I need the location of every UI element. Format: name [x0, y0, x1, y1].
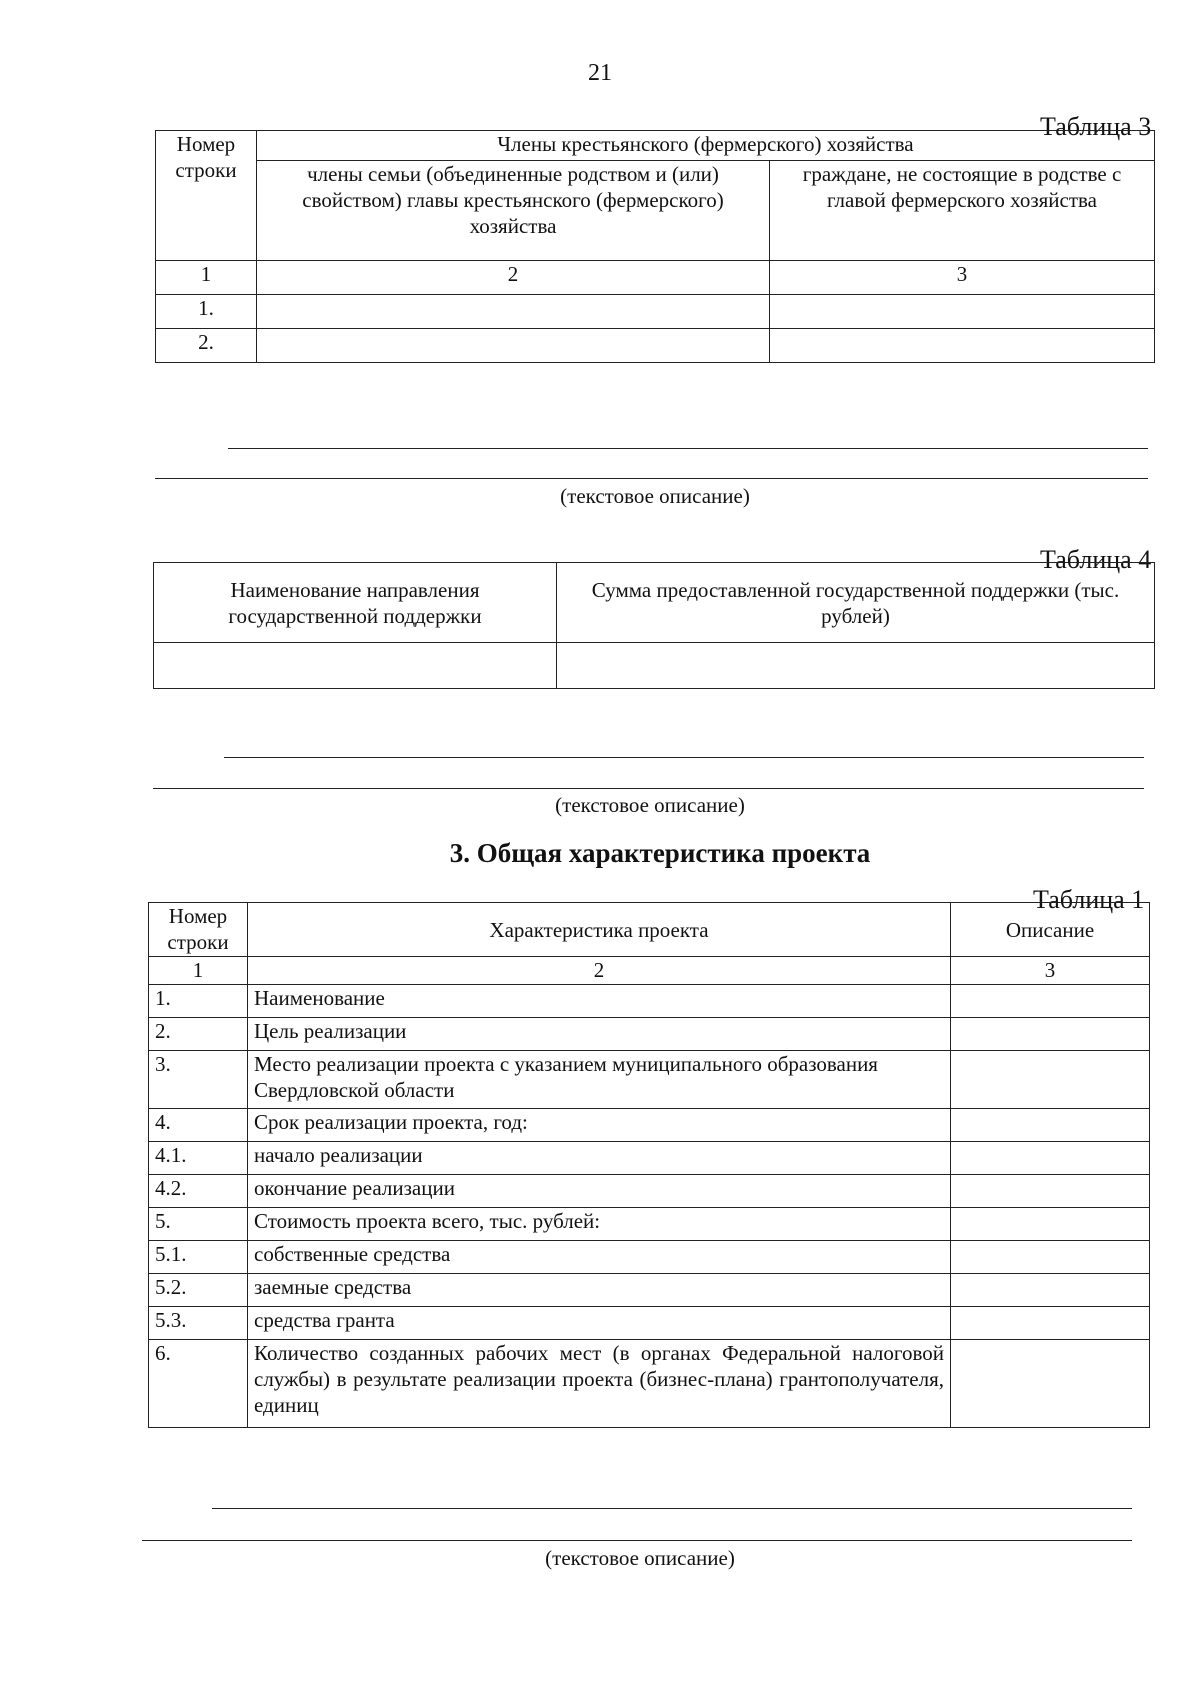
t4-header-direction: Наименование направления государственной поддержки: [154, 563, 557, 643]
t3-citizens-cell[interactable]: [770, 329, 1155, 363]
t1-row-label: Место реализации проекта с указанием муниципального образования Свердловской области: [248, 1051, 951, 1109]
t1-row-num: 1.: [149, 985, 248, 1018]
page-number: 21: [588, 60, 612, 86]
t4-header-amount: Сумма предоставленной государственной поддержки (тыс. рублей): [557, 563, 1155, 643]
t1-header-description: Описание: [951, 903, 1150, 957]
table-row: [149, 1208, 1150, 1241]
table3: [155, 130, 1155, 363]
t1-description-cell[interactable]: [951, 1109, 1150, 1142]
table-row: [149, 1018, 1150, 1051]
table-row: [156, 295, 1155, 329]
table-row: [154, 643, 1155, 689]
t1-description-cell[interactable]: [951, 1018, 1150, 1051]
table4: [153, 562, 1155, 689]
table-row: [149, 1307, 1150, 1340]
table3-caption: Таблица 3: [1040, 112, 1152, 141]
t3-header-members: Члены крестьянского (фермерского) хозяйства: [257, 131, 1155, 161]
t1-description-cell[interactable]: [951, 1274, 1150, 1307]
t1-description-cell[interactable]: [951, 1208, 1150, 1241]
t1-row-label: окончание реализации: [248, 1175, 951, 1208]
fill-line[interactable]: [212, 1508, 1132, 1509]
t1-description-cell[interactable]: [951, 985, 1150, 1018]
fill-line[interactable]: [228, 448, 1148, 449]
t1-description-cell[interactable]: [951, 1307, 1150, 1340]
fill-line[interactable]: [155, 478, 1148, 479]
fill-line[interactable]: [142, 1540, 1132, 1541]
t1-description-cell[interactable]: [951, 1241, 1150, 1274]
t3-colnum: 2: [257, 261, 770, 295]
table-row: [149, 985, 1150, 1018]
t1-row-num: 5.2.: [149, 1274, 248, 1307]
t1-row-num: 3.: [149, 1051, 248, 1109]
fill-line[interactable]: [153, 788, 1144, 789]
t1-row-label: заемные средства: [248, 1274, 951, 1307]
t3-text-description-label: (текстовое описание): [560, 484, 750, 508]
section-title: 3. Общая характеристика проекта: [449, 838, 871, 868]
t1-row-label: Срок реализации проекта, год:: [248, 1109, 951, 1142]
t1-header-row-number: Номер строки: [149, 903, 248, 957]
t1-row-num: 4.2.: [149, 1175, 248, 1208]
table-row: [149, 1142, 1150, 1175]
t1-description-cell[interactable]: [951, 1175, 1150, 1208]
t3-family-cell[interactable]: [257, 329, 770, 363]
t1-row-num: 5.3.: [149, 1307, 248, 1340]
t1-row-num: 5.: [149, 1208, 248, 1241]
t1-row-num: 4.: [149, 1109, 248, 1142]
table-row: [156, 329, 1155, 363]
t1-row-label: средства гранта: [248, 1307, 951, 1340]
t3-header-row-number: Номер строки: [156, 131, 257, 261]
t3-header-citizens: граждане, не состоящие в родстве с главой фермерского хозяйства: [770, 161, 1155, 261]
t1-row-label: Цель реализации: [248, 1018, 951, 1051]
t3-family-cell[interactable]: [257, 295, 770, 329]
t1-row-num: 2.: [149, 1018, 248, 1051]
t1-header-characteristic: Характеристика проекта: [248, 903, 951, 957]
t1-colnum: 1: [149, 957, 248, 985]
table-row: [149, 1175, 1150, 1208]
table-row: [149, 1274, 1150, 1307]
t3-row-num: 2.: [156, 329, 257, 363]
t1-text-description-label: (текстовое описание): [545, 1546, 735, 1570]
t3-colnum: 3: [770, 261, 1155, 295]
t3-row-num: 1.: [156, 295, 257, 329]
table4-caption: Таблица 4: [1040, 545, 1152, 574]
table1-caption: Таблица 1: [1033, 885, 1145, 914]
table1: [148, 902, 1150, 1428]
t3-header-family: члены семьи (объединенные родством и (или) свойством) главы крестьянского (фермерского) хозяйства: [257, 161, 770, 261]
t4-amount-cell[interactable]: [557, 643, 1155, 689]
t1-row-label: Количество созданных рабочих мест (в органах Федеральной налоговой службы) в результате реализации проекта (бизнес-плана) грантополучателя, единиц: [248, 1340, 951, 1428]
t1-colnum: 2: [248, 957, 951, 985]
table-row: [149, 1109, 1150, 1142]
t1-row-label: Стоимость проекта всего, тыс. рублей:: [248, 1208, 951, 1241]
t4-text-description-label: (текстовое описание): [555, 793, 745, 817]
t1-description-cell[interactable]: [951, 1142, 1150, 1175]
table-row: [149, 1340, 1150, 1428]
t3-colnum: 1: [156, 261, 257, 295]
fill-line[interactable]: [224, 757, 1144, 758]
table-row: [149, 1051, 1150, 1109]
t3-citizens-cell[interactable]: [770, 295, 1155, 329]
t1-row-num: 5.1.: [149, 1241, 248, 1274]
t1-colnum: 3: [951, 957, 1150, 985]
t1-row-label: Наименование: [248, 985, 951, 1018]
t1-row-label: начало реализации: [248, 1142, 951, 1175]
t1-row-label: собственные средства: [248, 1241, 951, 1274]
t1-description-cell[interactable]: [951, 1340, 1150, 1428]
t4-direction-cell[interactable]: [154, 643, 557, 689]
t1-row-num: 6.: [149, 1340, 248, 1428]
t1-row-num: 4.1.: [149, 1142, 248, 1175]
t1-description-cell[interactable]: [951, 1051, 1150, 1109]
table-row: [149, 1241, 1150, 1274]
